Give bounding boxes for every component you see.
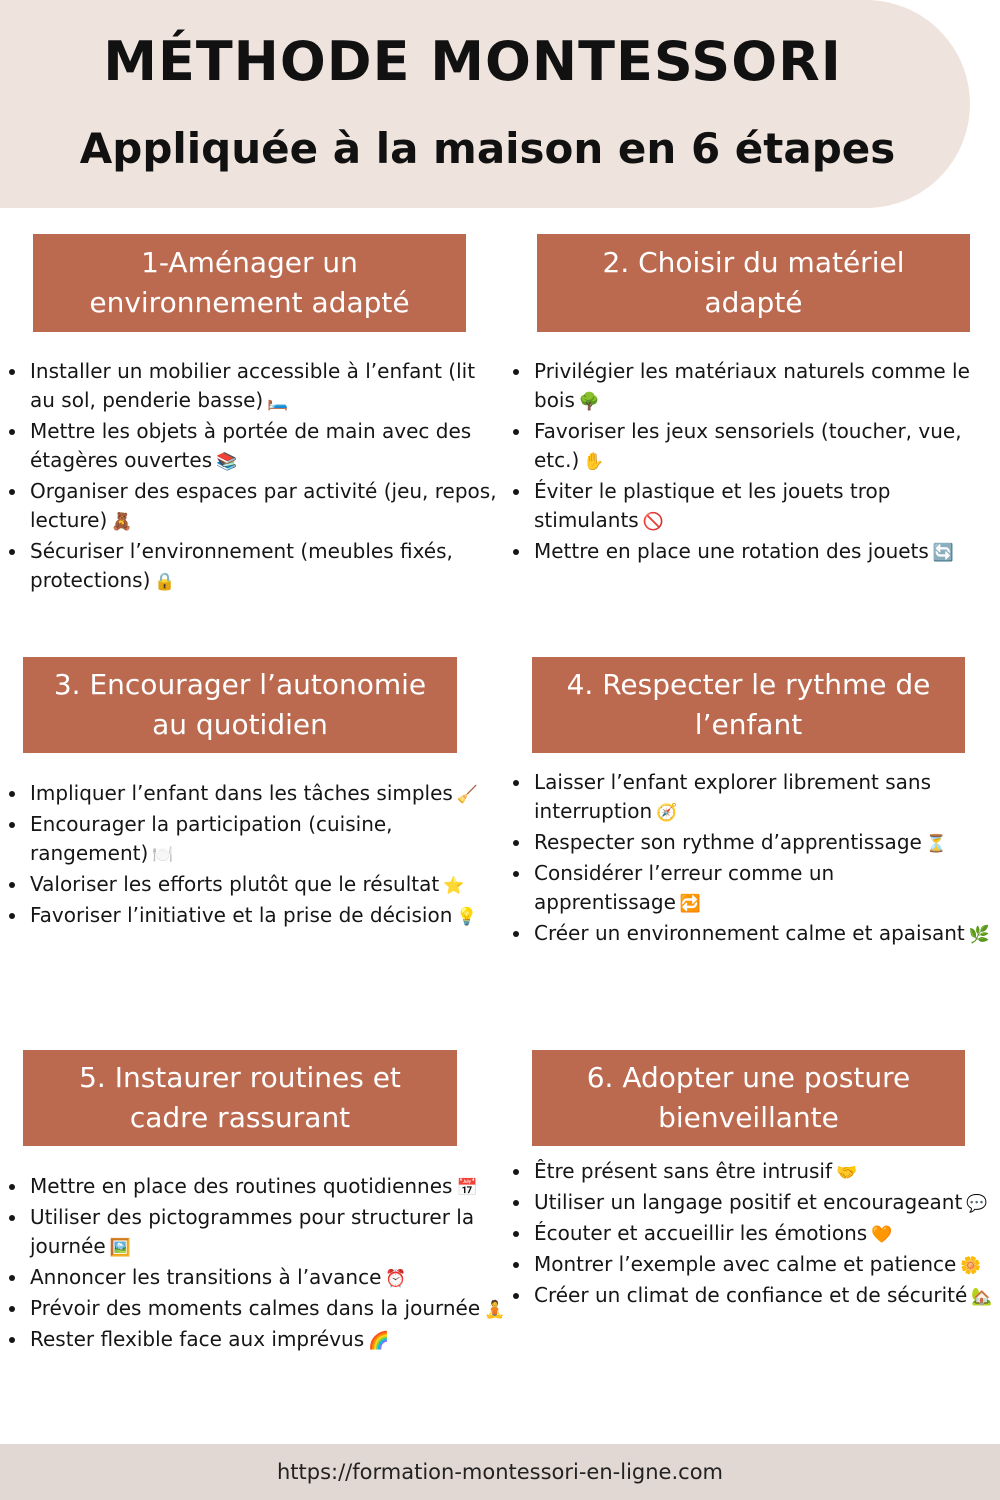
bed-icon: 🛏️ bbox=[267, 392, 289, 412]
repeat-icon: 🔁 bbox=[679, 894, 702, 914]
list-item: Favoriser l’initiative et la prise de décision 💡 bbox=[30, 901, 510, 932]
alarm-clock-icon: ⏰ bbox=[385, 1269, 407, 1289]
list-item: Écouter et accueillir les émotions 🧡 bbox=[534, 1219, 1000, 1250]
prohibited-icon: 🚫 bbox=[642, 512, 664, 532]
list-item: Utiliser des pictogrammes pour structurer la journée 🖼️ bbox=[30, 1203, 510, 1263]
section-6-list bbox=[504, 1157, 1000, 1312]
section-3-heading: 3. Encourager l’autonomie au quotidien bbox=[23, 657, 457, 753]
list-item: Créer un environnement calme et apaisant 🌿 bbox=[534, 919, 1000, 950]
list-item: Impliquer l’enfant dans les tâches simples 🧹 bbox=[30, 779, 510, 810]
header-banner bbox=[0, 0, 970, 208]
list-item: Utiliser un langage positif et encourageant 💬 bbox=[534, 1188, 1000, 1219]
list-item: Être présent sans être intrusif 🤝 bbox=[534, 1157, 1000, 1188]
handshake-icon: 🤝 bbox=[836, 1163, 858, 1183]
section-1-heading: 1-Aménager un environnement adapté bbox=[33, 234, 466, 332]
list-item: Considérer l’erreur comme un apprentissage 🔁 bbox=[534, 859, 1000, 919]
section-1-list bbox=[0, 357, 500, 597]
section-4-heading: 4. Respecter le rythme de l’enfant bbox=[532, 657, 965, 753]
light-bulb-icon: 💡 bbox=[456, 907, 478, 927]
compass-icon: 🧭 bbox=[656, 803, 678, 823]
list-item: Annoncer les transitions à l’avance ⏰ bbox=[30, 1263, 510, 1294]
section-5-heading: 5. Instaurer routines et cadre rassurant bbox=[23, 1050, 457, 1146]
list-item: Mettre en place une rotation des jouets 🔄 bbox=[534, 537, 1000, 568]
section-3-list bbox=[0, 779, 510, 932]
section-6-heading: 6. Adopter une posture bienveillante bbox=[532, 1050, 965, 1146]
list-item: Montrer l’exemple avec calme et patience 🌼 bbox=[534, 1250, 1000, 1281]
section-5-list bbox=[0, 1172, 510, 1356]
page-title: MÉTHODE MONTESSORI bbox=[103, 30, 842, 93]
list-item: Mettre les objets à portée de main avec des étagères ouvertes 📚 bbox=[30, 417, 500, 477]
star-icon: ⭐ bbox=[443, 876, 465, 896]
speech-bubble-icon: 💬 bbox=[966, 1194, 988, 1214]
section-2-list bbox=[504, 357, 1000, 568]
list-item: Sécuriser l’environnement (meubles fixés, protections) 🔒 bbox=[30, 537, 500, 597]
list-item: Prévoir des moments calmes dans la journée 🧘 bbox=[30, 1294, 510, 1325]
list-item: Laisser l’enfant explorer librement sans interruption 🧭 bbox=[534, 768, 1000, 828]
list-item: Créer un climat de confiance et de sécurité 🏡 bbox=[534, 1281, 1000, 1312]
teddy-bear-icon: 🧸 bbox=[111, 512, 133, 532]
list-item: Installer un mobilier accessible à l’enfant (lit au sol, penderie basse) 🛏️ bbox=[30, 357, 500, 417]
meditation-icon: 🧘 bbox=[484, 1300, 506, 1320]
house-icon: 🏡 bbox=[971, 1287, 993, 1307]
footer-bar bbox=[0, 1444, 1000, 1500]
section-4-list bbox=[504, 768, 1000, 950]
page-subtitle: Appliquée à la maison en 6 étapes bbox=[79, 124, 896, 173]
lock-icon: 🔒 bbox=[154, 572, 176, 592]
herb-icon: 🌿 bbox=[968, 925, 990, 945]
hand-icon: ✋ bbox=[583, 452, 605, 472]
list-item: Rester flexible face aux imprévus 🌈 bbox=[30, 1325, 510, 1356]
rotation-icon: 🔄 bbox=[932, 543, 954, 563]
rainbow-icon: 🌈 bbox=[368, 1331, 390, 1351]
tree-icon: 🌳 bbox=[578, 392, 601, 412]
list-item: Valoriser les efforts plutôt que le résultat ⭐ bbox=[30, 870, 510, 901]
picture-icon: 🖼️ bbox=[109, 1238, 131, 1258]
plate-icon: 🍽️ bbox=[152, 845, 174, 865]
list-item: Favoriser les jeux sensoriels (toucher, vue, etc.) ✋ bbox=[534, 417, 1000, 477]
broom-icon: 🧹 bbox=[456, 785, 479, 805]
books-icon: 📚 bbox=[216, 452, 238, 472]
list-item: Privilégier les matériaux naturels comme le bois 🌳 bbox=[534, 357, 1000, 417]
list-item: Éviter le plastique et les jouets trop stimulants 🚫 bbox=[534, 477, 1000, 537]
list-item: Encourager la participation (cuisine, rangement) 🍽️ bbox=[30, 810, 510, 870]
list-item: Organiser des espaces par activité (jeu, repos, lecture) 🧸 bbox=[30, 477, 500, 537]
flower-icon: 🌼 bbox=[960, 1256, 982, 1276]
section-2-heading: 2. Choisir du matériel adapté bbox=[537, 234, 970, 332]
list-item: Respecter son rythme d’apprentissage ⏳ bbox=[534, 828, 1000, 859]
list-item: Mettre en place des routines quotidiennes 📅 bbox=[30, 1172, 510, 1203]
footer-url[interactable]: https://formation-montessori-en-ligne.com bbox=[276, 1460, 723, 1484]
calendar-icon: 📅 bbox=[456, 1178, 478, 1198]
orange-heart-icon: 🧡 bbox=[871, 1225, 893, 1245]
hourglass-icon: ⏳ bbox=[925, 834, 947, 854]
